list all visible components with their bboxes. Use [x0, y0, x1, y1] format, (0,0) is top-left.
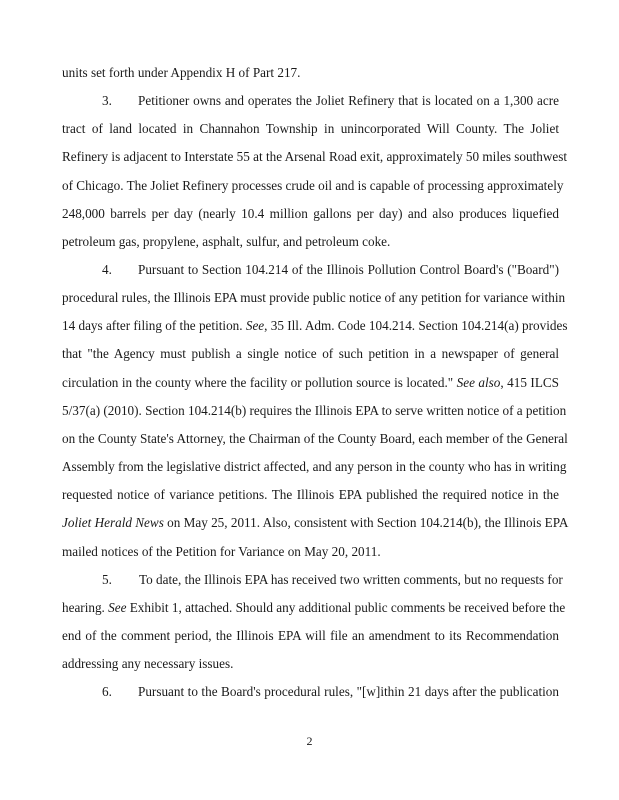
citation-signal: See also: [456, 375, 501, 390]
text-line: 248,000 barrels per day (nearly 10.4 million gallons per day) and also produces liquefied: [62, 206, 559, 221]
paragraph-3-line: 3. Petitioner owns and operates the Joliet Refinery that is located on a 1,300 acre: [102, 93, 559, 108]
text-line: Refinery is adjacent to Interstate 55 at the Arsenal Road exit, approximately 50 miles southwest: [62, 149, 568, 164]
text-line: addressing any necessary issues.: [62, 656, 234, 671]
text-line: on the County State's Attorney, the Chairman of the County Board, each member of the General: [62, 431, 568, 446]
newspaper-title: Joliet Herald News: [62, 515, 164, 530]
paragraph-number: 6.: [102, 684, 112, 699]
text-line: end of the comment period, the Illinois EPA will file an amendment to its Recommendation: [62, 628, 559, 643]
citation-signal: See: [245, 318, 265, 333]
text-line: that "the Agency must publish a single notice of such petition in a newspaper of general: [62, 346, 559, 361]
text-line: 5/37(a) (2010). Section 104.214(b) requires the Illinois EPA to serve written notice of a petition: [62, 403, 567, 418]
text-line: hearing. See Exhibit 1, attached. Should any additional public comments be received before the: [62, 600, 566, 615]
text-line: circulation in the county where the facility or pollution source is located." See also, 415 ILCS: [62, 375, 559, 390]
paragraph-5-line: 5. To date, the Illinois EPA has received two written comments, but no requests for: [102, 572, 563, 587]
text-line: petroleum gas, propylene, asphalt, sulfur, and petroleum coke.: [62, 234, 391, 249]
paragraph-4-line: 4. Pursuant to Section 104.214 of the Illinois Pollution Control Board's ("Board"): [102, 262, 559, 277]
paragraph-6-line: 6. Pursuant to the Board's procedural rules, "[w]ithin 21 days after the publication: [102, 684, 559, 699]
page-number: 2: [306, 734, 313, 748]
paragraph-number: 3.: [102, 93, 112, 108]
citation-signal: See: [108, 600, 127, 615]
text-line: requested notice of variance petitions. The Illinois EPA published the required notice in the: [62, 487, 559, 502]
paragraph-number: 5.: [102, 572, 112, 587]
paragraph-number: 4.: [102, 262, 112, 277]
text-line: mailed notices of the Petition for Variance on May 20, 2011.: [62, 544, 381, 559]
text-line: Joliet Herald News on May 25, 2011. Also, consistent with Section 104.214(b), the Illinois EPA: [62, 515, 569, 530]
text-line: tract of land located in Channahon Township in unincorporated Will County. The Joliet: [62, 121, 559, 136]
text-line: procedural rules, the Illinois EPA must provide public notice of any petition for variance within: [62, 290, 566, 305]
text-line: Assembly from the legislative district affected, and any person in the county who has in writing: [62, 459, 567, 474]
text-line: units set forth under Appendix H of Part 217.: [62, 65, 301, 80]
text-line: of Chicago. The Joliet Refinery processes crude oil and is capable of processing approximately: [62, 178, 564, 193]
text-line: 14 days after filing of the petition. See, 35 Ill. Adm. Code 104.214. Section 104.214(a) provides: [62, 318, 568, 333]
